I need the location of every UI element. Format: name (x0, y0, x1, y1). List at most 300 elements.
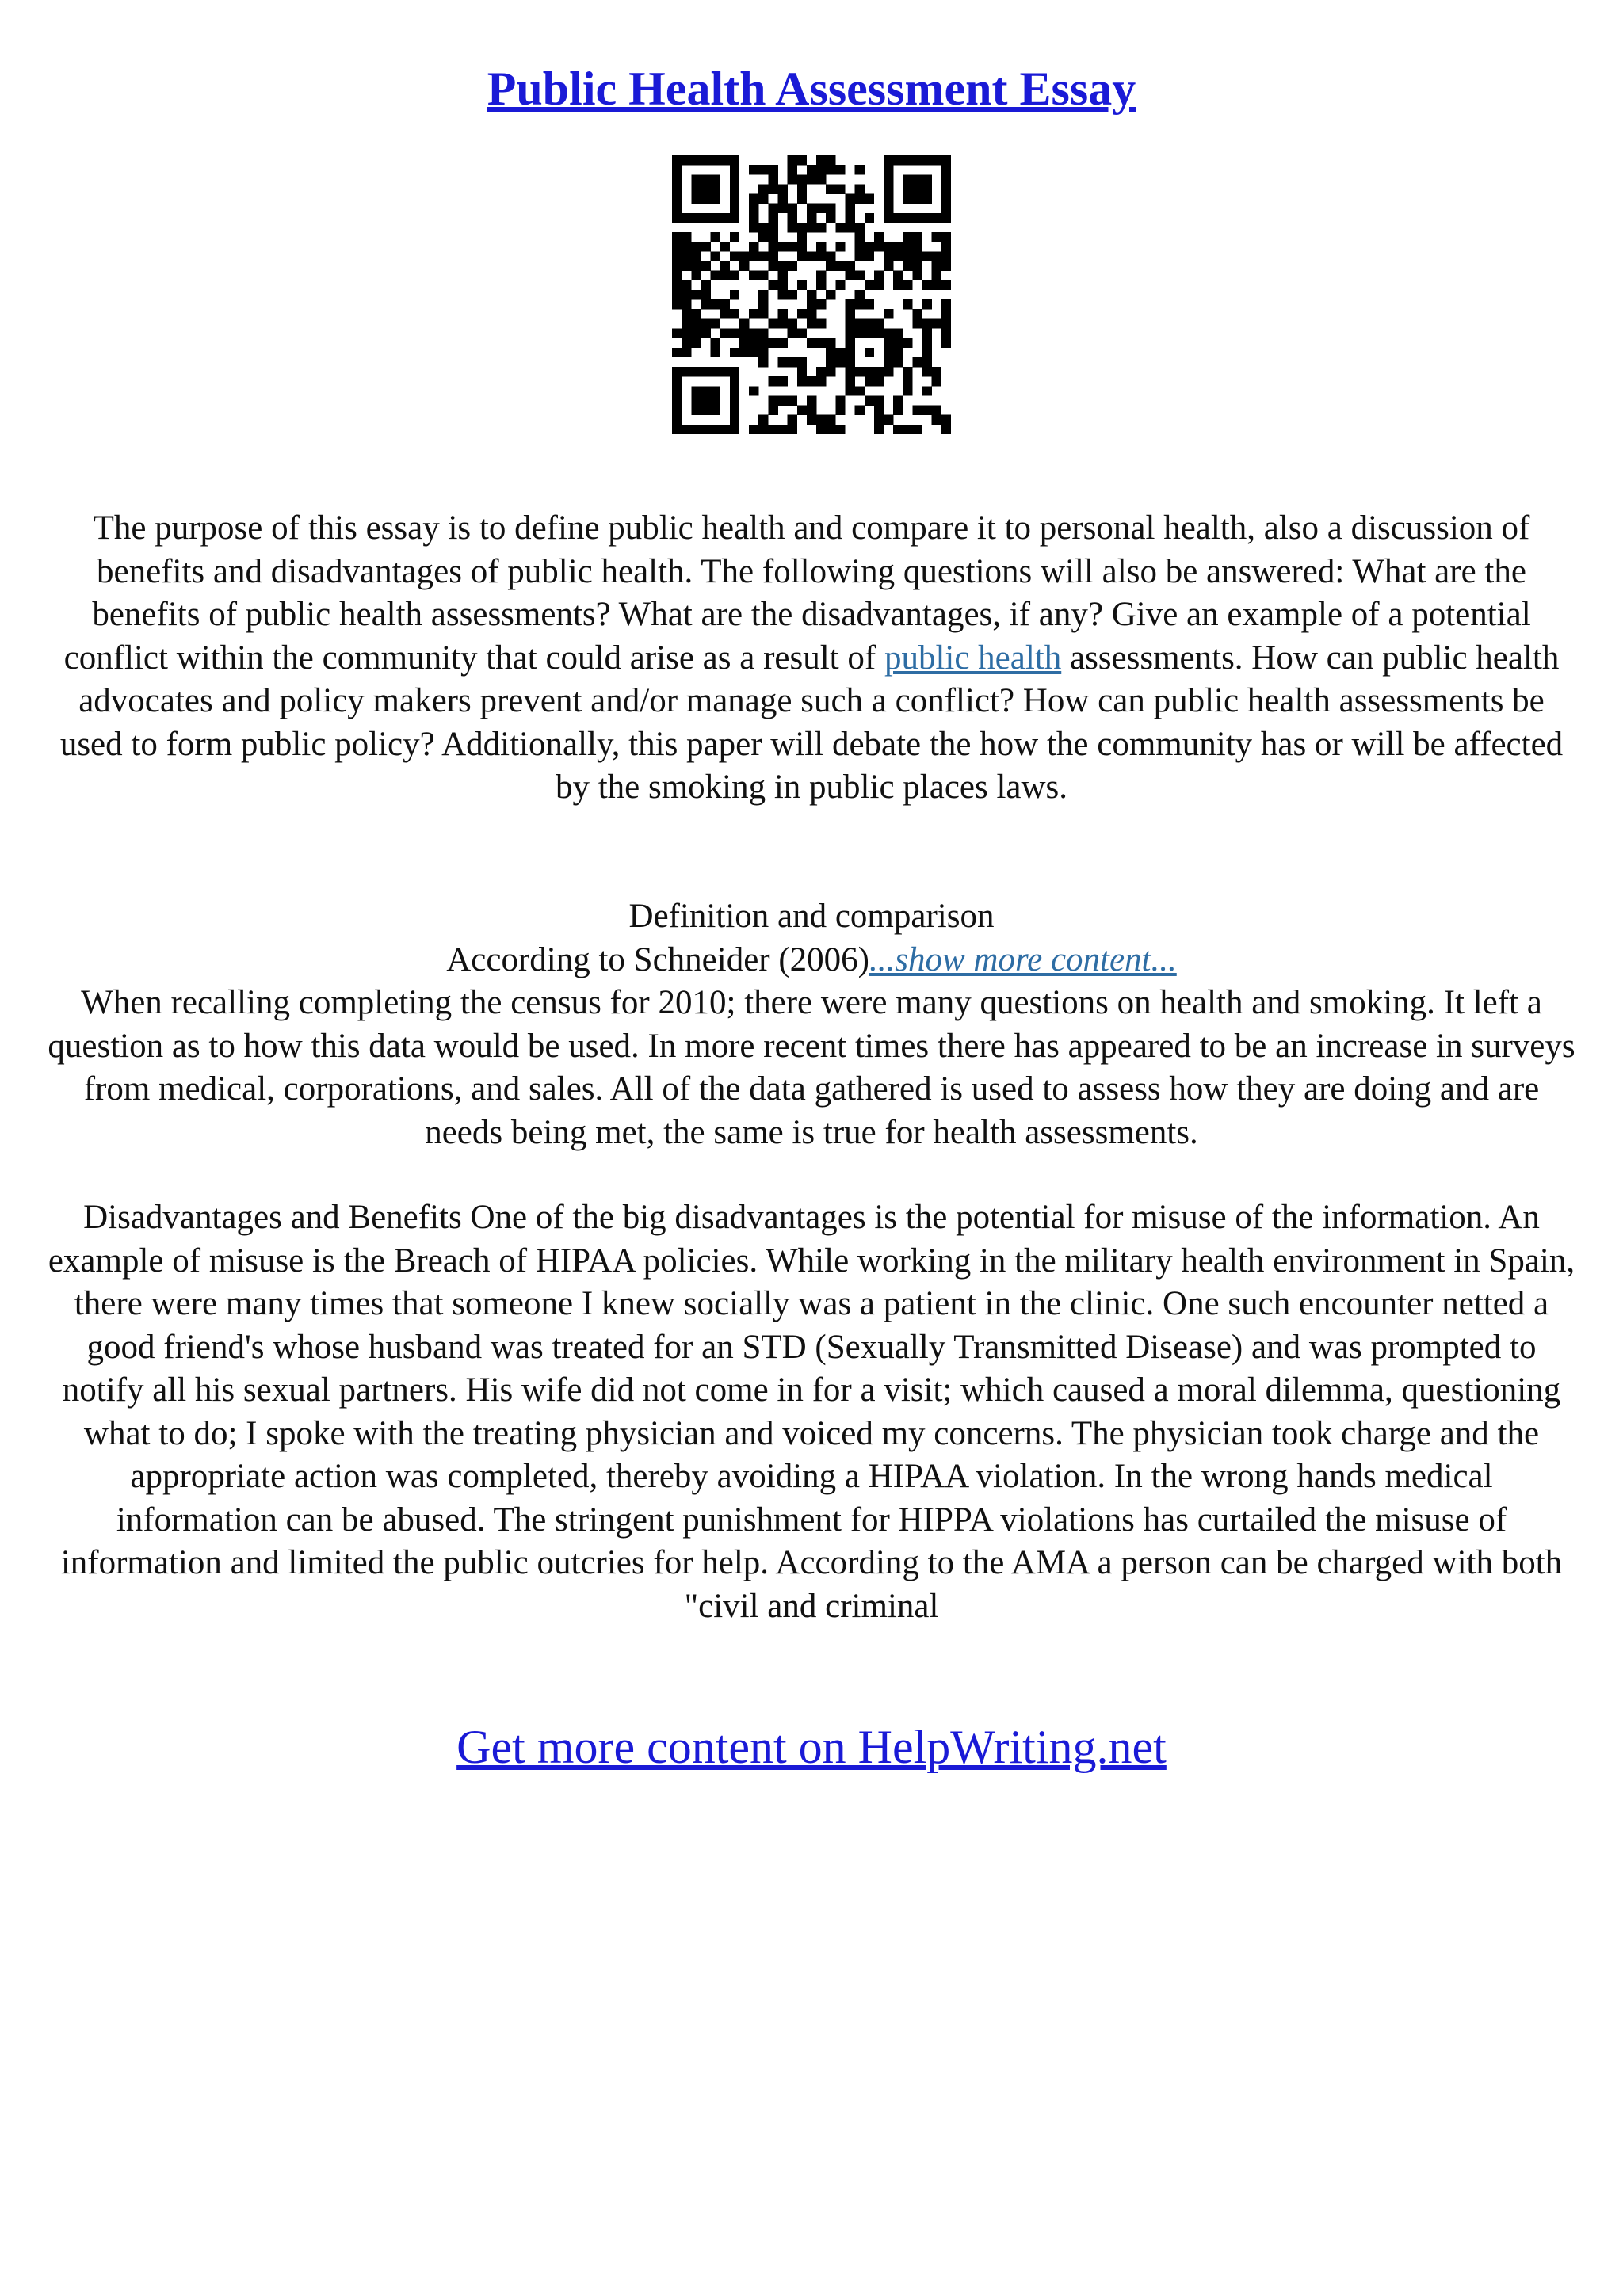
qr-module (711, 271, 720, 280)
qr-module (682, 318, 691, 328)
qr-module (778, 194, 788, 204)
qr-module (730, 271, 739, 280)
qr-module (874, 376, 884, 386)
qr-module (682, 367, 691, 376)
qr-module (711, 251, 720, 261)
qr-module (730, 386, 739, 395)
cta-section (0, 1715, 1623, 1779)
qr-module (835, 242, 845, 251)
qr-module (739, 328, 749, 338)
qr-module (672, 174, 682, 184)
census-paragraph: When recalling completing the census for 2010; there were many questions on health and smoking. It left a question as to how this data would be used. In more recent times there has appeared to be an increase in surveys from medical, corporations, and sales. All of the data gathered is used to assess how they are doing and are needs being met, the same is true for health assessments. (48, 984, 1575, 1151)
citation-line (48, 939, 1575, 982)
qr-module (922, 299, 932, 309)
qr-module (778, 376, 788, 386)
qr-module (855, 299, 865, 309)
qr-module (788, 328, 797, 338)
qr-module (816, 367, 826, 376)
qr-module (701, 242, 710, 251)
qr-module (758, 328, 768, 338)
qr-module (941, 184, 951, 193)
qr-module (865, 376, 874, 386)
qr-module (941, 280, 951, 290)
qr-module (768, 406, 777, 415)
qr-module (816, 155, 826, 165)
qr-module (807, 318, 816, 328)
qr-module (749, 425, 758, 434)
qr-module (941, 174, 951, 184)
qr-module (682, 328, 691, 338)
qr-module (807, 415, 816, 425)
qr-module (845, 348, 854, 357)
qr-module (768, 338, 777, 348)
qr-module (845, 338, 854, 348)
qr-module (893, 425, 903, 434)
qr-module (903, 232, 912, 242)
qr-module (768, 261, 777, 271)
qr-module (711, 318, 720, 328)
qr-module (720, 261, 730, 271)
qr-module (922, 318, 932, 328)
qr-module (768, 165, 777, 174)
qr-module (807, 309, 816, 318)
qr-module (749, 251, 758, 261)
qr-module (816, 165, 826, 174)
qr-module (865, 318, 874, 328)
qr-module (711, 184, 720, 193)
qr-module (797, 155, 807, 165)
qr-module (807, 406, 816, 415)
intro-paragraph (48, 507, 1575, 810)
qr-module (758, 357, 768, 367)
qr-module (816, 251, 826, 261)
qr-module (865, 395, 874, 405)
qr-module (912, 357, 922, 367)
show-more-link[interactable]: ...show more content... (869, 940, 1177, 978)
qr-module (845, 309, 854, 318)
qr-module (884, 174, 893, 184)
qr-module (845, 386, 854, 395)
qr-module (778, 425, 788, 434)
qr-module (672, 415, 682, 425)
qr-module (720, 328, 730, 338)
qr-module (691, 251, 701, 261)
qr-module (941, 338, 951, 348)
qr-module (835, 280, 845, 290)
qr-module (797, 367, 807, 376)
qr-module (826, 261, 835, 271)
qr-module (865, 367, 874, 376)
disadvantages-text: Disadvantages and Benefits One of the big disadvantages is the potential for misuse of the information. An example of misuse is the Breach of HIPAA policies. While working in the military health environment in Spain, there were many times that someone I knew socially was a patient in the clinic. One such encounter netted a good friend's whose husband was treated for an STD (Sexually Transmitted Disease) and was prompted to notify all his sexual partners. His wife did not come in for a visit; which caused a moral dilemma, questioning what to do; I spoke with the treating physician and voiced my concerns. The physician took charge and the appropriate action was completed, thereby avoiding a HIPAA violation. In the wrong hands medical information can be abused. The stringent punishment for HIPPA violations has curtailed the misuse of information and limited the public outcries for help. According to the AMA a person can be charged with both "civil and criminal (48, 1199, 1575, 1625)
qr-module (941, 328, 951, 338)
qr-module (778, 395, 788, 405)
qr-module (797, 309, 807, 318)
qr-module (807, 395, 816, 405)
qr-module (845, 213, 854, 223)
qr-module (816, 299, 826, 309)
qr-module (797, 194, 807, 204)
qr-module (826, 357, 835, 367)
qr-module (672, 251, 682, 261)
qr-module (903, 338, 912, 348)
qr-module (826, 155, 835, 165)
qr-module (865, 194, 874, 204)
qr-module (711, 338, 720, 348)
qr-module (912, 194, 922, 204)
qr-module (845, 367, 854, 376)
qr-module (768, 232, 777, 242)
qr-module (758, 338, 768, 348)
qr-module (903, 155, 912, 165)
qr-module (884, 309, 893, 318)
qr-module (922, 155, 932, 165)
qr-module (711, 213, 720, 223)
qr-module (807, 299, 816, 309)
qr-module (932, 406, 941, 415)
qr-module (682, 155, 691, 165)
qr-module (893, 328, 903, 338)
qr-module (720, 425, 730, 434)
qr-module (912, 174, 922, 184)
qr-module (932, 232, 941, 242)
qr-module (903, 425, 912, 434)
qr-module (941, 232, 951, 242)
qr-module (672, 376, 682, 386)
qr-module (730, 165, 739, 174)
qr-module (845, 271, 854, 280)
qr-module (720, 242, 730, 251)
qr-module (903, 280, 912, 290)
qr-module (932, 415, 941, 425)
qr-module (730, 348, 739, 357)
qr-module (941, 425, 951, 434)
qr-module (672, 328, 682, 338)
qr-module (672, 299, 682, 309)
qr-module (855, 242, 865, 251)
qr-module (912, 184, 922, 193)
qr-module (749, 242, 758, 251)
qr-module (816, 425, 826, 434)
qr-module (941, 194, 951, 204)
qr-module (730, 309, 739, 318)
qr-module (739, 261, 749, 271)
qr-module (672, 155, 682, 165)
qr-module (922, 367, 932, 376)
qr-module (701, 155, 710, 165)
qr-module (855, 328, 865, 338)
qr-module (730, 184, 739, 193)
qr-module (893, 348, 903, 357)
qr-module (672, 165, 682, 174)
qr-module (730, 204, 739, 213)
qr-module (701, 425, 710, 434)
qr-module (816, 174, 826, 184)
public-health-link[interactable]: public health (884, 639, 1062, 677)
qr-module (758, 165, 768, 174)
qr-module (730, 174, 739, 184)
qr-module (749, 328, 758, 338)
qr-module (845, 376, 854, 386)
qr-module (778, 357, 788, 367)
qr-module (797, 280, 807, 290)
qr-module (807, 165, 816, 174)
qr-module (788, 155, 797, 165)
qr-module (835, 406, 845, 415)
qr-module (778, 271, 788, 280)
qr-module (826, 251, 835, 261)
qr-module (797, 357, 807, 367)
qr-module (855, 318, 865, 328)
qr-module (807, 338, 816, 348)
qr-module (922, 280, 932, 290)
qr-module (739, 338, 749, 348)
qr-module (768, 204, 777, 213)
qr-module (816, 280, 826, 290)
qr-module (691, 194, 701, 204)
intro-text-after-link: assessments. How can public health advocates and policy makers prevent and/or manage such a conflict? How can public health assessments be used to form public policy? Additionally, this paper will debate the how the community has or will be affected by the smoking in public places laws. (59, 639, 1564, 806)
qr-module (874, 328, 884, 338)
qr-module (816, 223, 826, 232)
qr-module (855, 290, 865, 299)
qr-module (893, 242, 903, 251)
qr-module (884, 165, 893, 174)
qr-module (758, 348, 768, 357)
qr-module (865, 213, 874, 223)
qr-module (922, 194, 932, 204)
qr-module (845, 204, 854, 213)
qr-module (932, 280, 941, 290)
qr-module (758, 290, 768, 299)
qr-module (768, 213, 777, 223)
qr-module (884, 155, 893, 165)
qr-module (903, 376, 912, 386)
qr-module (788, 242, 797, 251)
qr-module (720, 299, 730, 309)
qr-module (826, 165, 835, 174)
qr-module (912, 271, 922, 280)
qr-module (884, 357, 893, 367)
qr-module (855, 232, 865, 242)
qr-module (682, 251, 691, 261)
qr-module (932, 261, 941, 271)
qr-module (711, 348, 720, 357)
qr-module (807, 213, 816, 223)
qr-module (682, 280, 691, 290)
qr-module (672, 213, 682, 223)
qr-module (826, 290, 835, 299)
qr-module (884, 251, 893, 261)
qr-module (835, 395, 845, 405)
qr-module (788, 223, 797, 232)
qr-module (941, 155, 951, 165)
qr-module (884, 204, 893, 213)
qr-module (711, 299, 720, 309)
qr-module (701, 280, 710, 290)
qr-module (682, 290, 691, 299)
qr-module (845, 194, 854, 204)
qr-module (941, 251, 951, 261)
get-more-content-link[interactable]: Get more content on HelpWriting.net (456, 1721, 1167, 1773)
qr-module (749, 348, 758, 357)
qr-module (893, 155, 903, 165)
qr-module (865, 328, 874, 338)
qr-module (701, 174, 710, 184)
qr-module (701, 213, 710, 223)
qr-module (768, 280, 777, 290)
qr-module (874, 425, 884, 434)
qr-module (932, 155, 941, 165)
qr-module (884, 261, 893, 271)
qr-module (682, 348, 691, 357)
qr-module (941, 165, 951, 174)
qr-module (826, 338, 835, 348)
citation-text: According to Schneider (2006) (446, 940, 869, 978)
qr-module (778, 318, 788, 328)
qr-module (941, 242, 951, 251)
qr-module (835, 223, 845, 232)
qr-module (758, 415, 768, 425)
qr-module (749, 309, 758, 318)
qr-module (701, 261, 710, 271)
qr-module (768, 395, 777, 405)
qr-module (691, 242, 701, 251)
qr-module (711, 395, 720, 405)
qr-module (922, 328, 932, 338)
qr-module (874, 280, 884, 290)
qr-module (845, 299, 854, 309)
qr-module (691, 290, 701, 299)
qr-module (874, 242, 884, 251)
qr-module (788, 415, 797, 425)
qr-module (758, 251, 768, 261)
qr-module (730, 376, 739, 386)
qr-module (893, 271, 903, 280)
qr-module (884, 184, 893, 193)
qr-module (941, 415, 951, 425)
qr-module (893, 406, 903, 415)
definition-section (48, 895, 1575, 1154)
qr-module (788, 357, 797, 367)
qr-module (701, 395, 710, 405)
qr-module (912, 261, 922, 271)
qr-module (701, 290, 710, 299)
qr-module (903, 386, 912, 395)
qr-module (788, 165, 797, 174)
qr-module (682, 213, 691, 223)
qr-module (912, 155, 922, 165)
qr-module (874, 232, 884, 242)
title-link[interactable]: Public Health Assessment Essay (487, 63, 1136, 115)
qr-module (855, 223, 865, 232)
qr-module (758, 232, 768, 242)
qr-module (730, 194, 739, 204)
qr-module (797, 174, 807, 184)
qr-module (855, 194, 865, 204)
qr-module (816, 318, 826, 328)
qr-module (739, 251, 749, 261)
qr-module (701, 367, 710, 376)
qr-module (730, 406, 739, 415)
qr-module (711, 155, 720, 165)
qr-module (711, 232, 720, 242)
qr-module (807, 223, 816, 232)
qr-module (730, 213, 739, 223)
qr-module (903, 213, 912, 223)
qr-module (720, 155, 730, 165)
section-heading: Definition and comparison (628, 898, 995, 935)
qr-module (816, 271, 826, 280)
qr-module (893, 357, 903, 367)
qr-module (903, 184, 912, 193)
intro-text-before-link: The purpose of this essay is to define public health and compare it to personal health, also a discussion of benefits and disadvantages of public health. The following questions will also be answered: What are the benefits of public health assessments? What are the disadvantages, if any? Give an example of a potential conflict within the community that could arise as a result of (63, 509, 1531, 677)
qr-module (691, 338, 701, 348)
qr-module (682, 338, 691, 348)
qr-module (835, 425, 845, 434)
qr-module (874, 406, 884, 415)
qr-module (893, 395, 903, 405)
qr-module (730, 232, 739, 242)
qr-module (730, 415, 739, 425)
qr-module (788, 174, 797, 184)
qr-module (768, 318, 777, 328)
qr-module (903, 174, 912, 184)
qr-module (855, 184, 865, 193)
qr-module (826, 204, 835, 213)
qr-module (749, 338, 758, 348)
qr-code-icon (672, 155, 951, 434)
qr-module (720, 309, 730, 318)
qr-module (730, 290, 739, 299)
qr-module (941, 309, 951, 318)
qr-module (941, 204, 951, 213)
qr-module (788, 290, 797, 299)
qr-module (884, 328, 893, 338)
qr-module (672, 194, 682, 204)
qr-module (835, 184, 845, 193)
qr-module (682, 261, 691, 271)
qr-module (691, 155, 701, 165)
qr-module (788, 395, 797, 405)
qr-module (778, 338, 788, 348)
qr-module (768, 242, 777, 251)
qr-module (701, 194, 710, 204)
page-title (0, 57, 1623, 120)
qr-module (884, 415, 893, 425)
qr-module (912, 318, 922, 328)
qr-module (874, 318, 884, 328)
qr-module (884, 338, 893, 348)
qr-module (807, 376, 816, 386)
qr-module (884, 194, 893, 204)
qr-module (672, 406, 682, 415)
qr-module (884, 367, 893, 376)
qr-module (730, 155, 739, 165)
qr-module (672, 204, 682, 213)
qr-module (711, 367, 720, 376)
qr-module (826, 415, 835, 425)
qr-module (672, 232, 682, 242)
qr-module (845, 357, 854, 367)
qr-module (672, 395, 682, 405)
qr-module (682, 242, 691, 251)
qr-module (903, 299, 912, 309)
qr-module (912, 406, 922, 415)
qr-module (912, 309, 922, 318)
qr-module (691, 386, 701, 395)
qr-module (893, 213, 903, 223)
qr-module (758, 223, 768, 232)
qr-module (701, 299, 710, 309)
